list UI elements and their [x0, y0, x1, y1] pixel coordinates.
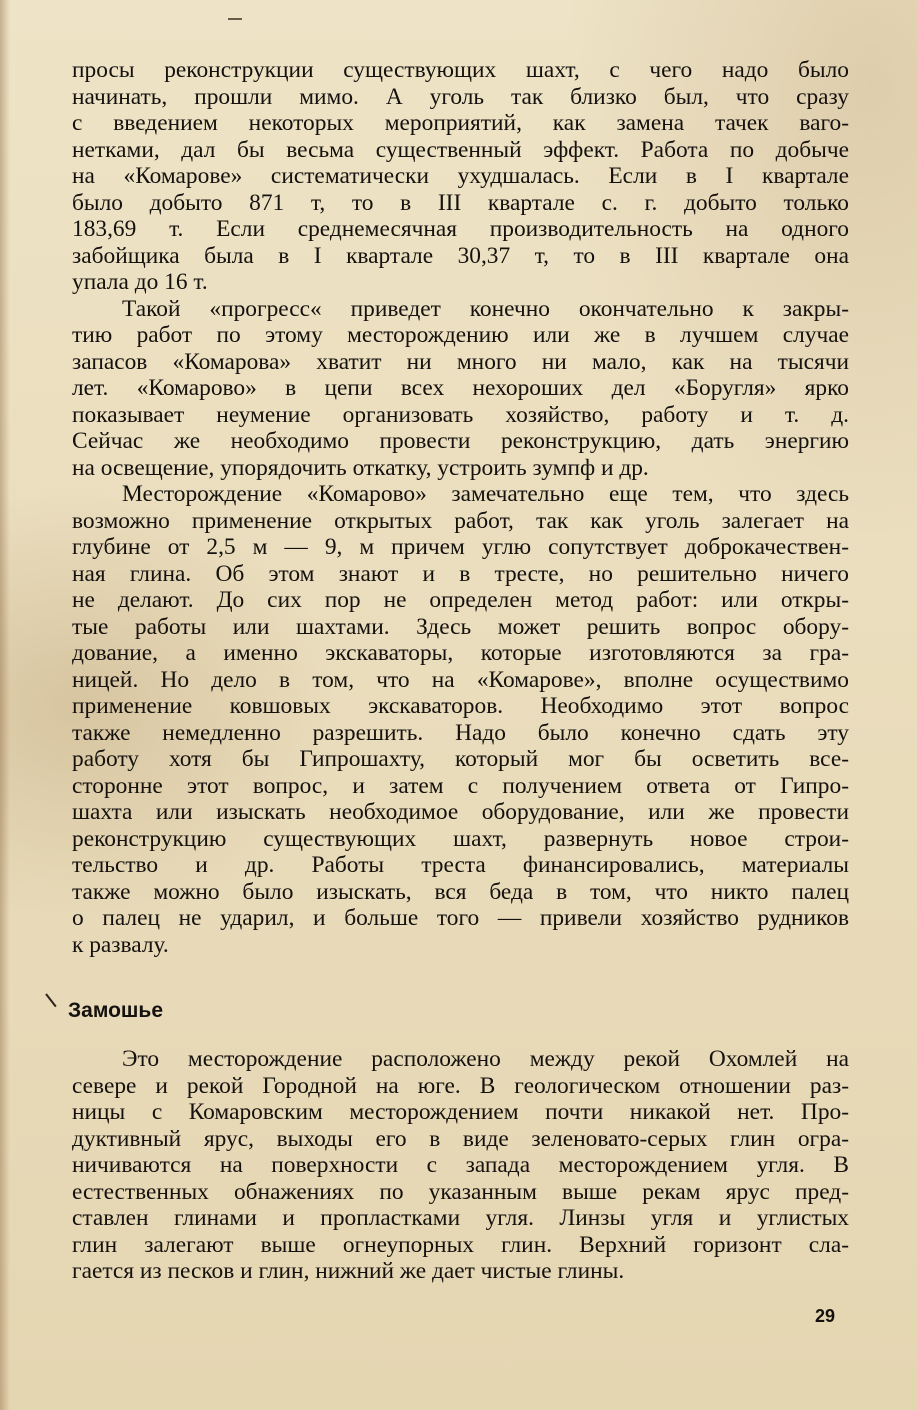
- text-line: к развалу.: [72, 931, 169, 958]
- text-line: глин залегают выше огнеупорных глин. Верхний горизонт сла-: [72, 1231, 849, 1258]
- text-line: возможно применение открытых работ, так как уголь залегает на: [72, 507, 849, 534]
- body-text-zamoshye: [72, 1046, 849, 1285]
- text-line: тые работы или шахтами. Здесь может решить вопрос обору-: [72, 613, 849, 640]
- text-line: упала до 16 т.: [72, 269, 208, 295]
- print-mark: [228, 18, 242, 20]
- text-line: шахта или изыскать необходимое оборудование, или же провести: [72, 799, 849, 825]
- text-line: глубине от 2,5 м — 9, м причем углю сопутствует доброкачествен-: [72, 534, 849, 560]
- text-line: на освещение, упорядочить откатку, устроить зумпф и др.: [72, 454, 649, 481]
- text-line: севере и рекой Городной на юге. В геологическом отношении раз-: [72, 1072, 849, 1099]
- text-line: Это месторождение расположено между рекой Охомлей на: [122, 1046, 849, 1072]
- text-line: забойщика была в I квартале 30,37 т, то в III квартале она: [72, 242, 849, 269]
- text-line: ницей. Но дело в том, что на «Комарове», вполне осуществимо: [72, 666, 849, 693]
- page-number: 29: [815, 1306, 836, 1326]
- text-line: Такой «прогресс« приведет конечно окончательно к закры-: [122, 295, 849, 322]
- text-line: применение ковшовых экскаваторов. Необходимо этот вопрос: [72, 693, 849, 719]
- text-line: тельство и др. Работы треста финансировались, материалы: [72, 852, 849, 878]
- text-line: ницы с Комаровским месторождением почти никакой нет. Про-: [72, 1099, 849, 1125]
- text-line: гается из песков и глин, нижний же дает чистые глины.: [72, 1258, 625, 1284]
- margin-pencil-mark: [45, 993, 56, 1007]
- text-line: сторонне этот вопрос, и затем с получением ответа от Гипро-: [72, 772, 849, 799]
- text-line: Сейчас же необходимо провести реконструкцию, дать энергию: [72, 428, 849, 454]
- text-line: лет. «Комарово» в цепи всех нехороших дел «Боругля» ярко: [72, 375, 849, 401]
- text-line: не делают. До сих пор не определен метод работ: или откры-: [72, 587, 849, 613]
- text-line: Месторождение «Комарово» замечательно еще тем, что здесь: [122, 481, 849, 507]
- text-line: естественных обнажениях по указанным выше рекам ярус пред-: [72, 1178, 849, 1205]
- body-text-komarovo: [72, 57, 849, 958]
- text-line: запасов «Комарова» хватит ни много ни мало, как на тысячи: [72, 348, 849, 375]
- text-line: начинать, прошли мимо. А уголь так близко был, что сразу: [72, 83, 849, 110]
- text-line: ставлен глинами и пропластками угля. Линзы угля и углистых: [72, 1205, 849, 1231]
- page-edge-shadow: [0, 0, 10, 1410]
- text-line: было добыто 871 т, то в III квартале с. г. добыто только: [72, 189, 849, 216]
- text-line: о палец не ударил, и больше того — привели хозяйство рудников: [72, 905, 849, 931]
- text-line: с введением некоторых мероприятий, как замена тачек ваго-: [72, 110, 849, 136]
- text-line: дуктивный ярус, выходы его в виде зеленовато-серых глин огра-: [72, 1125, 849, 1152]
- text-line: на «Комарове» систематически ухудшалась. Если в I квартале: [72, 163, 849, 189]
- section-heading: Замошье: [68, 999, 164, 1022]
- text-line: ничиваются на поверхности с запада месторождением угля. В: [72, 1152, 849, 1178]
- text-line: 183,69 т. Если среднемесячная производительность на одного: [72, 216, 849, 242]
- text-line: нетками, дал бы весьма существенный эффект. Работа по добыче: [72, 136, 849, 163]
- text-line: тию работ по этому месторождению или же в лучшем случае: [72, 322, 849, 348]
- text-line: также немедленно разрешить. Надо было конечно сдать эту: [72, 719, 849, 746]
- text-line: просы реконструкции существующих шахт, с чего надо было: [72, 57, 849, 83]
- text-line: ная глина. Об этом знают и в тресте, но решительно ничего: [72, 560, 849, 587]
- text-line: работу хотя бы Гипрошахту, который мог бы осветить все-: [72, 746, 849, 772]
- text-line: также можно было изыскать, вся беда в том, что никто палец: [72, 878, 849, 905]
- text-line: реконструкцию существующих шахт, развернуть новое строи-: [72, 825, 849, 852]
- text-line: показывает неумение организовать хозяйство, работу и т. д.: [72, 401, 849, 428]
- text-line: дование, а именно экскаваторы, которые изготовляются за гра-: [72, 640, 849, 666]
